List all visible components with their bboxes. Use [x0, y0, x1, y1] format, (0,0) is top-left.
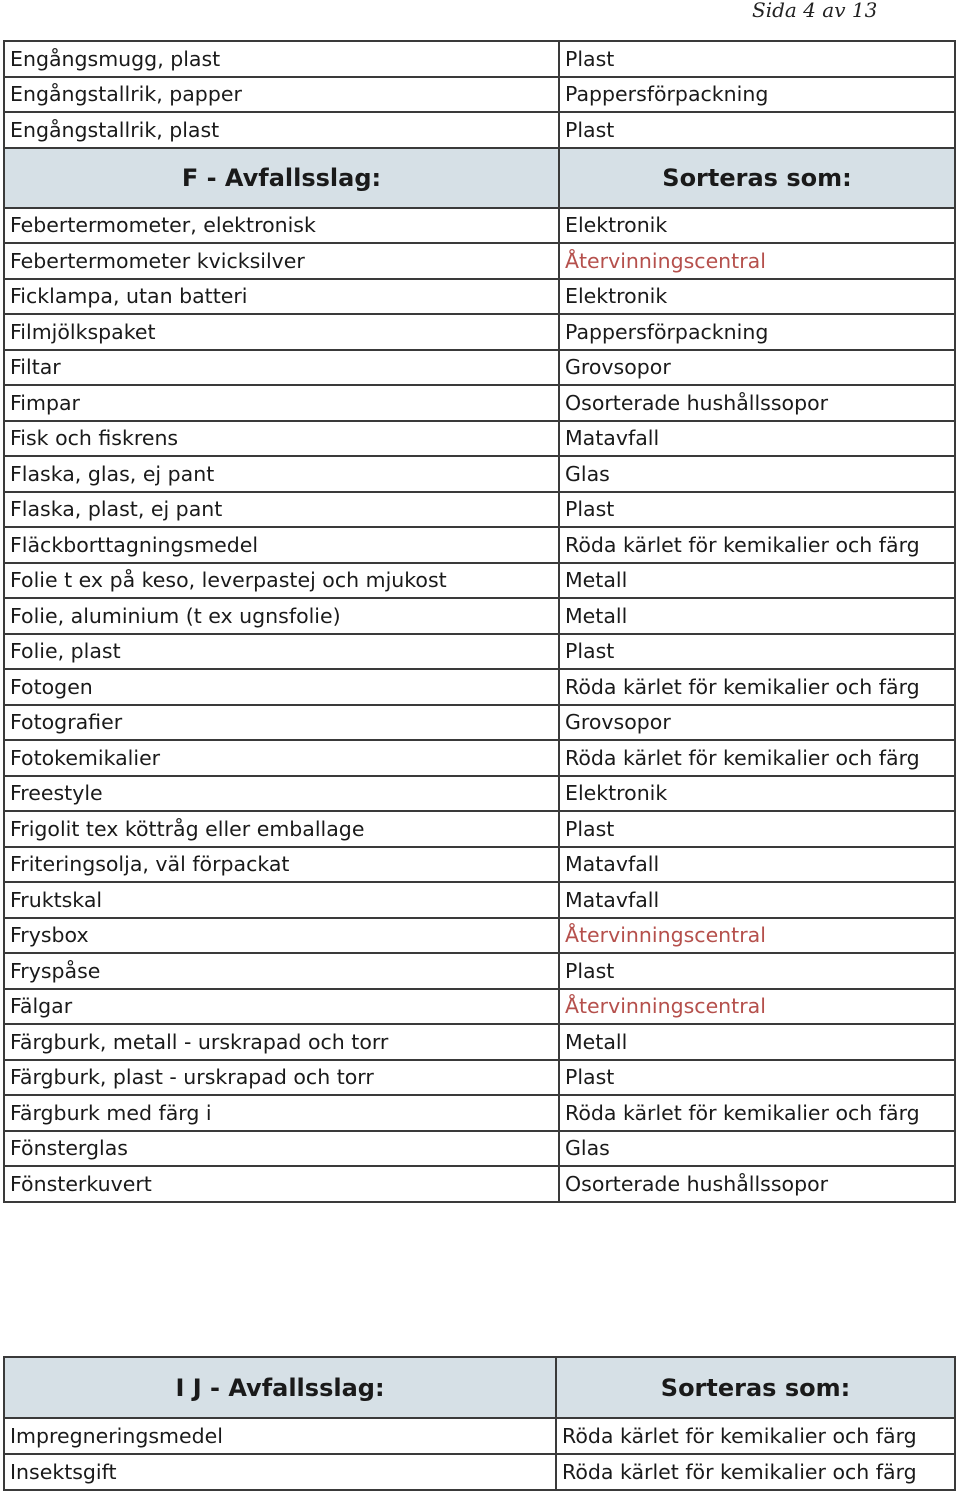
sort-category: Röda kärlet för kemikalier och färg — [559, 669, 955, 705]
sort-category: Elektronik — [559, 776, 955, 812]
table-row — [4, 953, 955, 989]
sort-category: Osorterade hushållssopor — [559, 1166, 955, 1202]
table-row — [4, 918, 955, 954]
waste-item: Färgburk, plast - urskrapad och torr — [4, 1060, 559, 1096]
page-number: Sida 4 av 13 — [752, 0, 878, 22]
waste-item: Frysbox — [4, 918, 559, 954]
table-row — [4, 243, 955, 279]
waste-item: Fönsterkuvert — [4, 1166, 559, 1202]
table-row — [4, 989, 955, 1025]
sort-category: Osorterade hushållssopor — [559, 385, 955, 421]
header-row — [4, 148, 955, 208]
table-f — [3, 40, 956, 1203]
waste-item: Fönsterglas — [4, 1131, 559, 1167]
waste-item: Insektsgift — [4, 1454, 556, 1490]
sort-category: Röda kärlet för kemikalier och färg — [556, 1454, 955, 1490]
waste-item: Impregneringsmedel — [4, 1418, 556, 1454]
table-row — [4, 527, 955, 563]
table-row — [4, 598, 955, 634]
sort-category: Röda kärlet för kemikalier och färg — [559, 740, 955, 776]
sort-category: Pappersförpackning — [559, 77, 955, 113]
table-row — [4, 421, 955, 457]
waste-item: Fruktskal — [4, 882, 559, 918]
waste-item: Folie t ex på keso, leverpastej och mjukost — [4, 563, 559, 599]
sort-category: Plast — [559, 953, 955, 989]
waste-item: Flaska, glas, ej pant — [4, 456, 559, 492]
waste-item: Engångstallrik, papper — [4, 77, 559, 113]
sort-category: Plast — [559, 1060, 955, 1096]
waste-item: Fimpar — [4, 385, 559, 421]
table-row — [4, 350, 955, 386]
waste-item: Flaska, plast, ej pant — [4, 492, 559, 528]
table-row — [4, 847, 955, 883]
header-waste-type: I J - Avfallsslag: — [4, 1357, 556, 1418]
table-row — [4, 279, 955, 315]
sort-category: Metall — [559, 563, 955, 599]
waste-item: Febertermometer, elektronisk — [4, 208, 559, 244]
header-waste-type: F - Avfallsslag: — [4, 148, 559, 208]
waste-item: Filmjölkspaket — [4, 314, 559, 350]
sort-category: Grovsopor — [559, 705, 955, 741]
sort-category: Plast — [559, 811, 955, 847]
sort-category: Matavfall — [559, 847, 955, 883]
table-row — [4, 740, 955, 776]
waste-item: Fläckborttagningsmedel — [4, 527, 559, 563]
table-row — [4, 1166, 955, 1202]
table-row — [4, 314, 955, 350]
table-row — [4, 208, 955, 244]
sort-category: Plast — [559, 41, 955, 77]
table-f-header — [4, 148, 955, 208]
table-row — [4, 1418, 955, 1454]
sort-category: Matavfall — [559, 882, 955, 918]
waste-item: Engångsmugg, plast — [4, 41, 559, 77]
sort-category: Metall — [559, 598, 955, 634]
table-f-body — [4, 208, 955, 1202]
table-row — [4, 1060, 955, 1096]
sort-category: Återvinningscentral — [559, 243, 955, 279]
sort-category: Elektronik — [559, 279, 955, 315]
waste-item: Engångstallrik, plast — [4, 112, 559, 148]
table-row — [4, 492, 955, 528]
sort-category: Glas — [559, 456, 955, 492]
waste-item: Febertermometer kvicksilver — [4, 243, 559, 279]
sort-category: Glas — [559, 1131, 955, 1167]
table-row — [4, 882, 955, 918]
header-sorted-as: Sorteras som: — [559, 148, 955, 208]
table-row — [4, 385, 955, 421]
table-row — [4, 705, 955, 741]
waste-item: Färgburk med färg i — [4, 1095, 559, 1131]
waste-item: Fotokemikalier — [4, 740, 559, 776]
waste-item: Fotogen — [4, 669, 559, 705]
table-row — [4, 1095, 955, 1131]
sort-category: Matavfall — [559, 421, 955, 457]
waste-item: Fryspåse — [4, 953, 559, 989]
table-row — [4, 1454, 955, 1490]
sort-category: Metall — [559, 1024, 955, 1060]
waste-item: Filtar — [4, 350, 559, 386]
table-row — [4, 77, 955, 113]
sort-category: Röda kärlet för kemikalier och färg — [556, 1418, 955, 1454]
waste-item: Freestyle — [4, 776, 559, 812]
sort-category: Röda kärlet för kemikalier och färg — [559, 1095, 955, 1131]
table-row — [4, 811, 955, 847]
waste-item: Fälgar — [4, 989, 559, 1025]
table-ij — [3, 1356, 956, 1491]
waste-item: Folie, plast — [4, 634, 559, 670]
table-row — [4, 1131, 955, 1167]
table-ij-body — [4, 1418, 955, 1490]
table-f-pre-rows — [4, 41, 955, 148]
waste-item: Folie, aluminium (t ex ugnsfolie) — [4, 598, 559, 634]
waste-item: Friteringsolja, väl förpackat — [4, 847, 559, 883]
sort-category: Plast — [559, 492, 955, 528]
header-row — [4, 1357, 955, 1418]
sort-category: Plast — [559, 112, 955, 148]
table-row — [4, 669, 955, 705]
sort-category: Grovsopor — [559, 350, 955, 386]
waste-item: Frigolit tex köttråg eller emballage — [4, 811, 559, 847]
waste-item: Fotografier — [4, 705, 559, 741]
sort-category: Elektronik — [559, 208, 955, 244]
sort-category: Återvinningscentral — [559, 918, 955, 954]
table-row — [4, 1024, 955, 1060]
table-row — [4, 456, 955, 492]
waste-item: Ficklampa, utan batteri — [4, 279, 559, 315]
table-row — [4, 41, 955, 77]
sort-category: Återvinningscentral — [559, 989, 955, 1025]
table-row — [4, 563, 955, 599]
sort-category: Plast — [559, 634, 955, 670]
table-row — [4, 634, 955, 670]
sort-category: Pappersförpackning — [559, 314, 955, 350]
table-ij-header — [4, 1357, 955, 1418]
table-row — [4, 776, 955, 812]
header-sorted-as: Sorteras som: — [556, 1357, 955, 1418]
table-row — [4, 112, 955, 148]
waste-item: Fisk och fiskrens — [4, 421, 559, 457]
sort-category: Röda kärlet för kemikalier och färg — [559, 527, 955, 563]
waste-item: Färgburk, metall - urskrapad och torr — [4, 1024, 559, 1060]
